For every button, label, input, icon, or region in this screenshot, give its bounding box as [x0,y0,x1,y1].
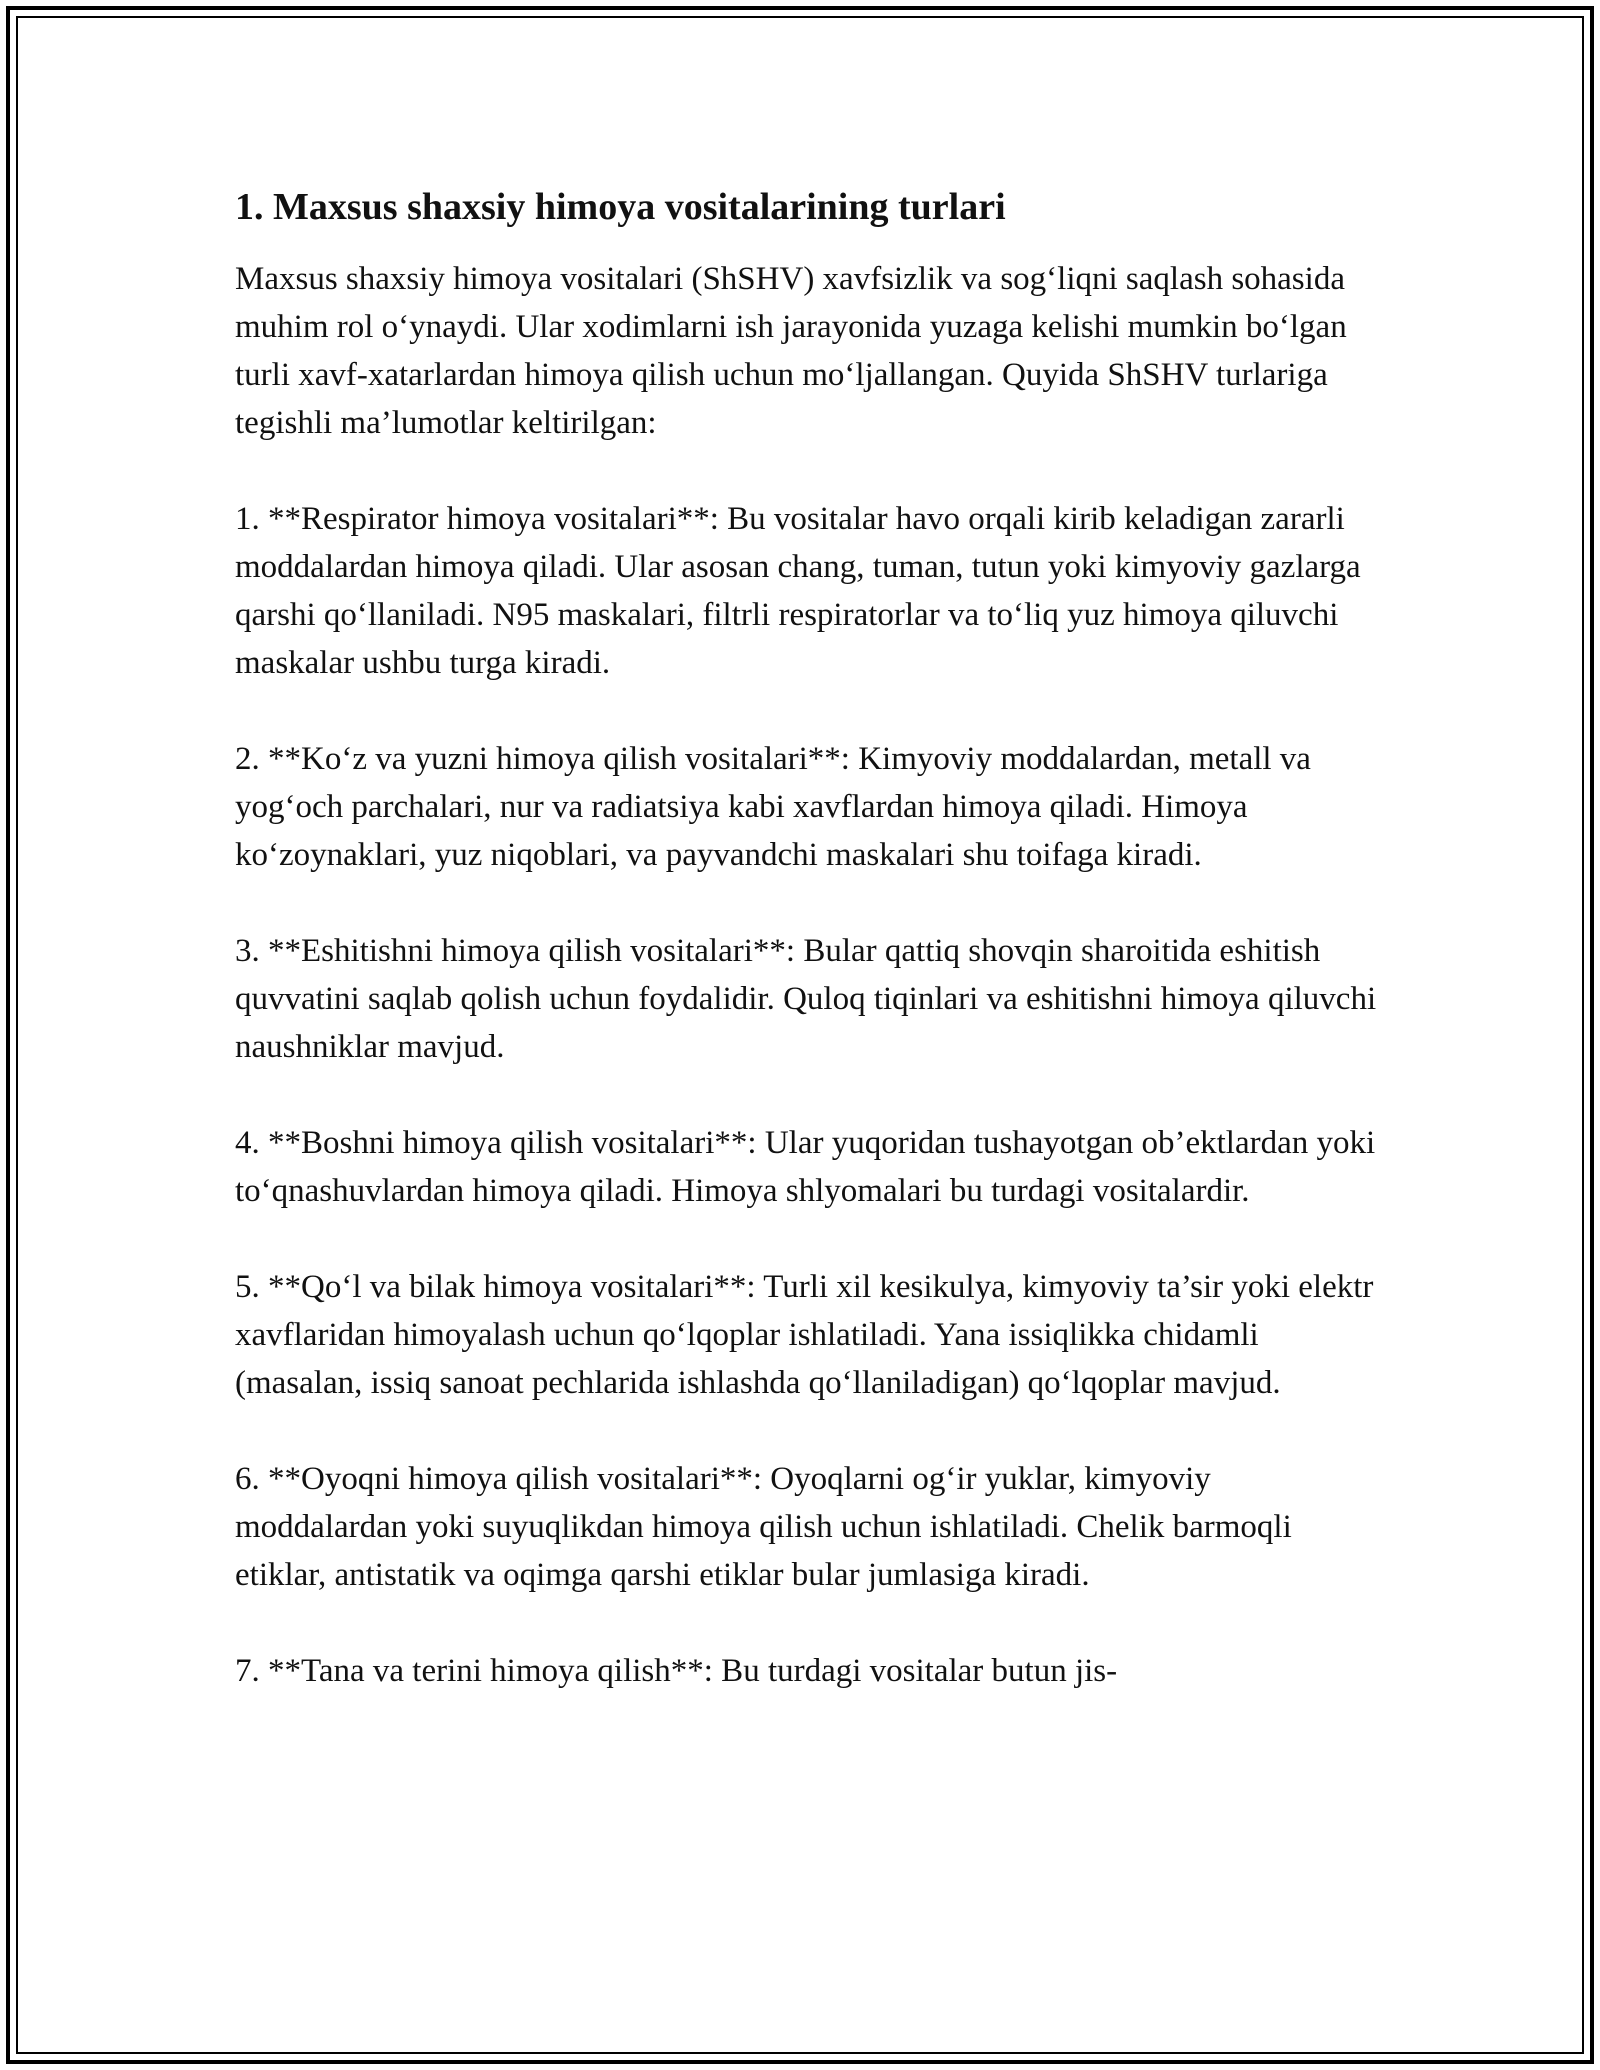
list-item-hearing: 3. **Eshitishni himoya qilish vositalari**: Bular qattiq shovqin sharoitida eshitish quvvatini saqlab qolish uchun foydalidir. Quloq tiqinlari va eshitishni himoya qiluvchi naushniklar mavjud. [235,933,1377,1065]
list-item-body-skin: 7. **Tana va terini himoya qilish**: Bu turdagi vositalar butun jis- [235,1653,1118,1689]
list-item-hand: 5. **Qo‘l va bilak himoya vositalari**: Turli xil kesikulya, kimyoviy ta’sir yoki elektr xavflaridan himoyalash uchun qo‘lqoplar ishlatiladi. Yana issiqlikka chidamli (masalan, issiq sanoat pechlarida ishlashda qo‘llaniladigan) qo‘lqoplar mavjud. [235,1269,1374,1401]
section-heading: 1. Maxsus shaxsiy himoya vositalarining turlari [235,186,1006,228]
list-item-respirator: 1. **Respirator himoya vositalari**: Bu vositalar havo orqali kirib keladigan zararli moddalardan himoya qiladi. Ular asosan chang, tuman, tutun yoki kimyoviy gazlarga qarshi qo‘llaniladi. N95 maskalari, filtrli respiratorlar va to‘liq yuz himoya qiluvchi maskalar ushbu turga kiradi. [235,501,1361,681]
list-item-head: 4. **Boshni himoya qilish vositalari**: Ular yuqoridan tushayotgan ob’ektlardan yoki to‘qnashuvlardan himoya qiladi. Himoya shlyomalari bu turdagi vositalardir. [235,1125,1376,1209]
document-body [235,185,1385,1695]
list-item-eye-face: 2. **Ko‘z va yuzni himoya qilish vositalari**: Kimyoviy moddalardan, metall va yog‘och parchalari, nur va radiatsiya kabi xavflardan himoya qiladi. Himoya ko‘zoynaklari, yuz niqoblari, va payvandchi maskalari shu toifaga kiradi. [235,741,1311,873]
intro-paragraph: Maxsus shaxsiy himoya vositalari (ShSHV) xavfsizlik va sog‘liqni saqlash sohasida muhim rol o‘ynaydi. Ular xodimlarni ish jarayonida yuzaga kelishi mumkin bo‘lgan turli xavf-xatarlardan himoya qilish uchun mo‘ljallangan. Quyida ShSHV turlariga tegishli ma’lumotlar keltirilgan: [235,261,1347,441]
list-item-foot: 6. **Oyoqni himoya qilish vositalari**: Oyoqlarni og‘ir yuklar, kimyoviy moddalardan yoki suyuqlikdan himoya qilish uchun ishlatiladi. Chelik barmoqli etiklar, antistatik va oqimga qarshi etiklar bular jumlasiga kiradi. [235,1461,1292,1593]
